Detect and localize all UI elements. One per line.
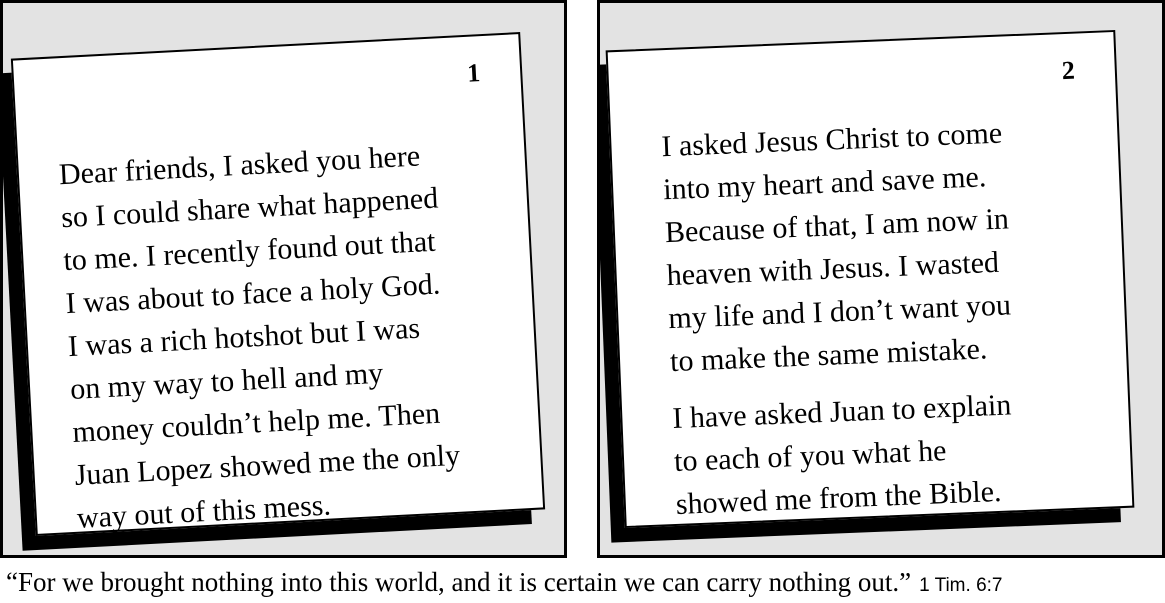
letter-paragraph: Dear friends, I asked you here so I could share what happened to me. I recently found out that I was about to face a holy God. I was a rich hotshot but I was on my way to hell and my money couldn’t help me. Then Juan Lopez showed me the only way out of this mess. [58,139,461,535]
comic-panel-2 [597,0,1165,558]
letter-text [58,130,518,553]
scripture-reference: 1 Tim. 6:7 [919,575,1003,596]
page-number: 2 [1061,55,1076,86]
scripture-caption [6,565,1161,603]
letter-sheet [606,30,1135,528]
letter-text [661,108,1117,540]
letter-page [11,32,545,536]
letter-sheet [11,32,545,536]
comic-panel-1 [0,0,567,558]
letter-paragraph: I asked Jesus Christ to come into my heart and save me. Because of that, I am now in heaven with Jesus. I wasted my life and I don’t want you to make the same mistake. [660,116,1012,379]
scripture-quote: “For we brought nothing into this world, and it is certain we can carry nothing out.” [6,567,912,597]
letter-paragraph: I have asked Juan to explain to each of you what he showed me from the Bible. [671,388,1012,521]
letter-page [606,30,1135,528]
page-number: 1 [466,58,481,88]
